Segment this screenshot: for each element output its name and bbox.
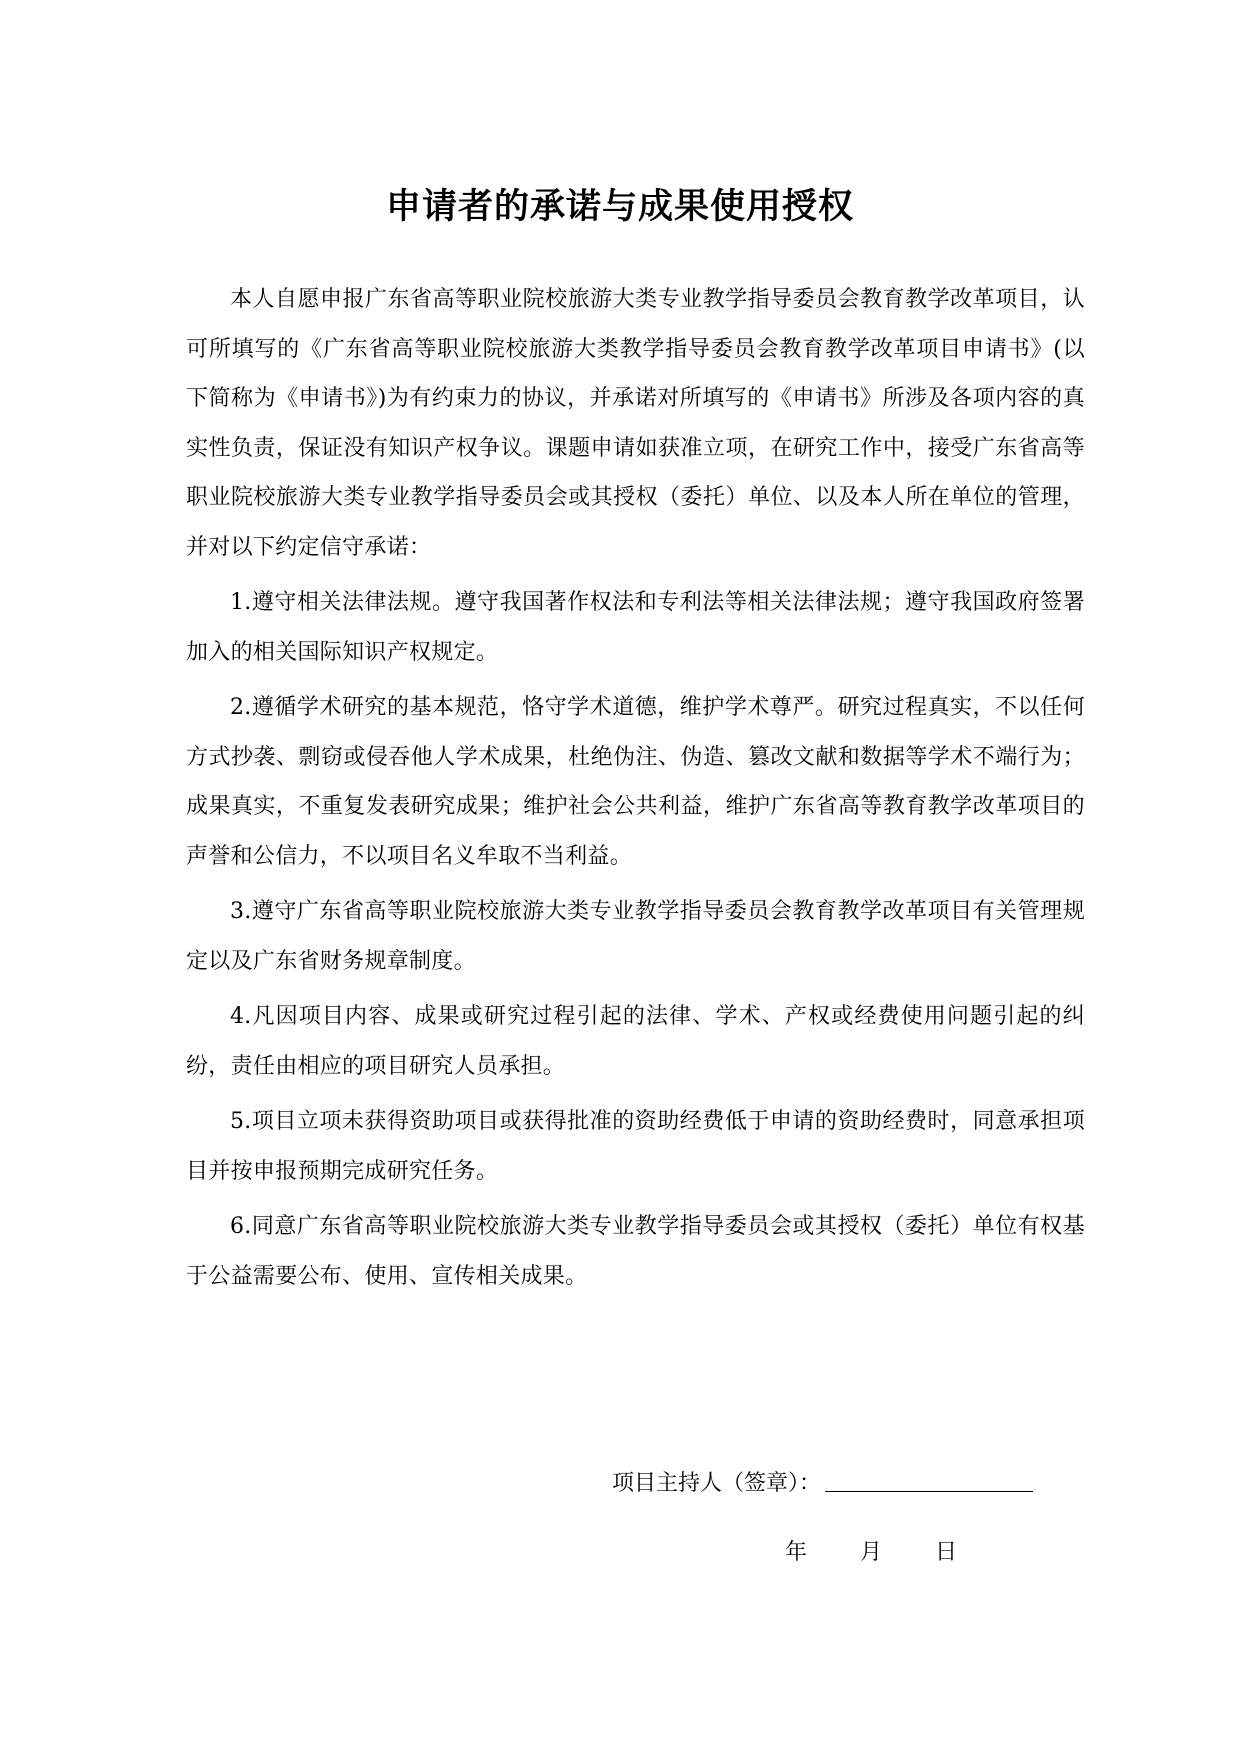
intro-paragraph: 本人自愿申报广东省高等职业院校旅游大类专业教学指导委员会教育教学改革项目，认可所填写的《广东省高等职业院校旅游大类教学指导委员会教育教学改革项目申请书》(以下简称为《申请书》)为有约束力的协议，并承诺对所填写的《申请书》所涉及各项内容的真实性负责，保证没有知识产权争议。课题申请如获准立项，在研究工作中，接受广东省高等职业院校旅游大类专业教学指导委员会或其授权（委托）单位、以及本人所在单位的管理，并对以下约定信守承诺： xyxy=(186,287,1085,560)
clause-6: 6.同意广东省高等职业院校旅游大类专业教学指导委员会或其授权（委托）单位有权基于公益需要公布、使用、宣传相关成果。 xyxy=(186,1214,1085,1289)
date-row xyxy=(785,1538,957,1568)
clause-4: 4.凡因项目内容、成果或研究过程引起的法律、学术、产权或经费使用问题引起的纠纷，责任由相应的项目研究人员承担。 xyxy=(186,1004,1085,1079)
clause-2: 2.遵循学术研究的基本规范，恪守学术道德，维护学术尊严。研究过程真实，不以任何方式抄袭、剽窃或侵吞他人学术成果，杜绝伪注、伪造、篡改文献和数据等学术不端行为；成果真实，不重复发表研究成果；维护社会公共利益，维护广东省高等教育教学改革项目的声誉和公信力，不以项目名义牟取不当利益。 xyxy=(186,695,1085,869)
date-day: 日 xyxy=(935,1540,958,1565)
document-title: 申请者的承诺与成果使用授权 xyxy=(385,187,854,227)
commitment-body xyxy=(186,275,1085,1307)
signature-field[interactable] xyxy=(825,1467,1033,1492)
signature-label: 项目主持人（签章）： xyxy=(612,1471,822,1496)
clause-1: 1.遵守相关法律法规。遵守我国著作权法和专利法等相关法律法规；遵守我国政府签署加入的相关国际知识产权规定。 xyxy=(186,590,1085,665)
signature-row xyxy=(612,1467,1033,1499)
date-month: 月 xyxy=(860,1540,883,1565)
clause-3: 3.遵守广东省高等职业院校旅游大类专业教学指导委员会教育教学改革项目有关管理规定以及广东省财务规章制度。 xyxy=(186,899,1085,974)
date-year: 年 xyxy=(785,1540,808,1565)
clause-5: 5.项目立项未获得资助项目或获得批准的资助经费低于申请的资助经费时，同意承担项目并按申报预期完成研究任务。 xyxy=(186,1109,1085,1184)
